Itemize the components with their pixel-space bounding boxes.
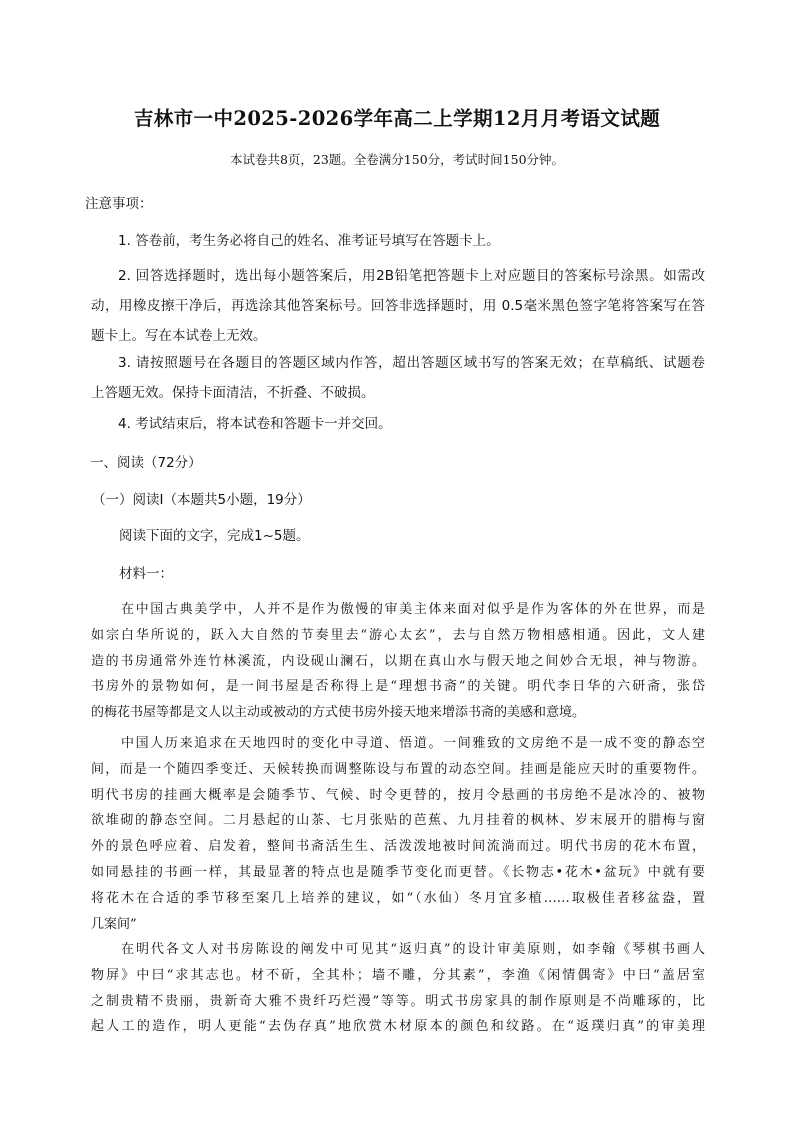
paragraph-line: 之制贵精不贵丽，贵新奇大雅不贵纤巧烂漫”等等。明式书房家具的制作原则是不尚雕琢的，比	[91, 993, 705, 1009]
paragraph-line: 物屏》中曰“求其志也。材不斫，全其朴；墙不雕，分其素”，李渔《闲情偶寄》中曰“盖居室	[91, 967, 705, 983]
note-line: 4. 考试结束后，将本试卷和答题卡一并交回。	[118, 416, 392, 432]
paragraph-line: 如同悬挂的书画一样，其最显著的特点也是随季节变化而更替。《长物志•花木•盆玩》中就有要	[91, 864, 705, 880]
note-line: 3. 请按照题号在各题目的答题区域内作答，超出答题区域书写的答案无效；在草稿纸、试题卷	[118, 355, 705, 371]
paragraph-line: 书房外的景物如何，是一间书屋是否称得上是“理想书斋”的关键。明代李日华的六研斋，张岱	[91, 679, 705, 695]
paragraph-3	[91, 938, 705, 1041]
material-label: 材料一：	[119, 566, 173, 582]
paragraph-line: 在明代各文人对书房陈设的阐发中可见其“返归真”的设计审美原则，如李翰《琴棋书画人	[121, 942, 705, 957]
note-2	[91, 264, 705, 354]
note-line: 2. 回答选择题时，选出每小题答案后，用2B铅笔把答题卡上对应题目的答案标号涂黑。如需改	[118, 268, 705, 284]
note-3	[91, 351, 705, 411]
paragraph-line: 间，而是一个随四季变迁、天候转换而调整陈设与布置的动态空间。挂画是能应天时的重要物件。	[91, 761, 705, 777]
note-line: 动，用橡皮擦干净后，再选涂其他答案标号。回答非选择题时，用 0.5毫米黑色签字笔将答案写在答	[91, 298, 705, 314]
note-line: 1. 答卷前，考生务必将自己的姓名、准考证号填写在答题卡上。	[118, 233, 500, 249]
reading-instruction: 阅读下面的文字，完成1~5题。	[119, 528, 310, 544]
exam-subtitle: 本试卷共8页，23题。全卷满分150分，考试时间150分钟。	[229, 152, 565, 167]
paragraph-line: 起人工的造作，明人更能“去伪存真”地欣赏木材原本的颜色和纹路。在“返璞归真”的审美理	[91, 1019, 705, 1035]
section-heading: 一、阅读（72分）	[90, 455, 202, 471]
notes-heading: 注意事项：	[85, 196, 153, 212]
exam-title: 吉林市一中2025-2026学年高二上学期12月月考语文试题	[133, 107, 661, 130]
paragraph-line: 造的书房通常外连竹林溪流，内设砚山澜石，以期在真山水与假天地之间妙合无垠，神与物游。	[91, 653, 705, 669]
subsection-heading: （一）阅读Ⅰ（本题共5小题，19分）	[92, 492, 311, 508]
paragraph-line: 明代书房的挂画大概率是会随季节、气候、时令更替的，按月令悬画的书房绝不是冰冷的、被物	[91, 787, 705, 803]
paragraph-line: 中国人历来追求在天地四时的变化中寻道、悟道。一间雅致的文房绝不是一成不变的静态空	[121, 736, 705, 751]
paragraph-line: 在中国古典美学中，人并不是作为傲慢的审美主体来面对似乎是作为客体的外在世界，而是	[121, 602, 705, 617]
paragraph-line: 欲堆砌的静态空间。二月悬起的山茶、七月张贴的芭蕉、九月挂着的枫林、岁末展开的腊梅与窗	[91, 813, 705, 829]
paragraph-line: 如宗白华所说的，跃入大自然的节奏里去“游心太玄”，去与自然万物相感相通。因此，文人建	[91, 627, 705, 643]
paragraph-2	[91, 732, 705, 938]
paragraph-line: 外的景色呼应着、启发着，整间书斋活生生、活泼泼地被时间流淌而过。明代书房的花木布置，	[91, 839, 705, 855]
note-line: 上答题无效。保持卡面清洁，不折叠、不破损。	[91, 385, 375, 401]
paragraph-line: 将花木在合适的季节移至案几上培养的建议，如“（水仙）冬月宜多植……取极佳者移盆盎，置	[91, 890, 705, 906]
paragraph-1	[91, 598, 705, 727]
paragraph-line: 的梅花书屋等都是文人以主动或被动的方式使书房外接天地来增添书斋的美感和意境。	[91, 705, 586, 721]
note-4	[118, 412, 705, 442]
note-line: 题卡上。写在本试卷上无效。	[91, 328, 267, 344]
paragraph-line: 几案间”	[91, 916, 137, 932]
note-1	[118, 229, 705, 259]
